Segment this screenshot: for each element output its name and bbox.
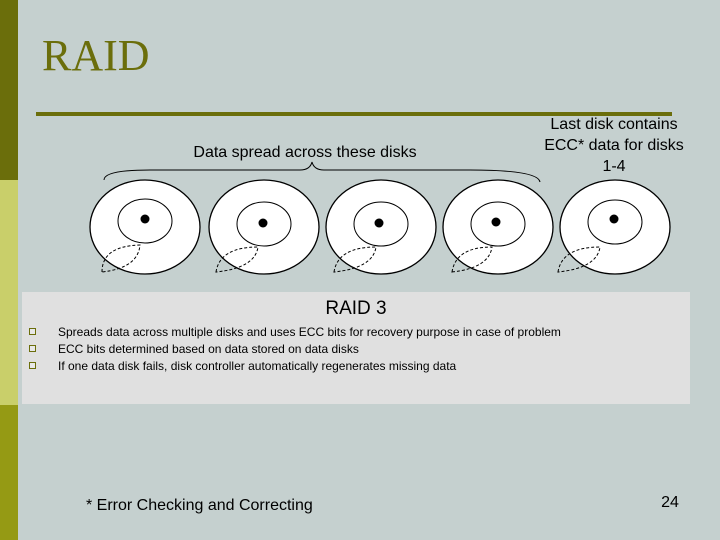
disk-spindle bbox=[259, 219, 268, 228]
spread-brace bbox=[104, 162, 540, 182]
raid3-heading: RAID 3 bbox=[325, 298, 387, 319]
disk-platter bbox=[560, 180, 670, 274]
disk-spindle bbox=[610, 215, 619, 224]
square-bullet-icon bbox=[29, 328, 36, 335]
raid3-panel bbox=[22, 292, 690, 404]
left-accent-bar-bottom bbox=[0, 405, 18, 540]
disk-spindle bbox=[141, 215, 150, 224]
page-number: 24 bbox=[661, 494, 679, 511]
square-bullet-icon bbox=[29, 362, 36, 369]
bullet-text: If one data disk fails, disk controller automatically regenerates missing data bbox=[58, 359, 457, 373]
list-item bbox=[22, 358, 690, 375]
disk-3 bbox=[326, 180, 436, 274]
last-disk-label: Last disk contains ECC* data for disks 1-4 bbox=[544, 116, 684, 175]
bullet-text: Spreads data across multiple disks and uses ECC bits for recovery purpose in case of problem bbox=[58, 325, 561, 339]
disk-2 bbox=[209, 180, 319, 274]
footnote: * Error Checking and Correcting bbox=[86, 497, 313, 514]
square-bullet-icon bbox=[29, 345, 36, 352]
list-item bbox=[22, 341, 690, 358]
raid3-bullet-list bbox=[22, 324, 690, 375]
disk-platter bbox=[90, 180, 200, 274]
bullet-text: ECC bits determined based on data stored on data disks bbox=[58, 342, 359, 356]
disk-platter bbox=[443, 180, 553, 274]
disk-4 bbox=[443, 180, 553, 274]
list-item bbox=[22, 324, 690, 341]
spread-label: Data spread across these disks bbox=[193, 144, 417, 161]
disk-1 bbox=[90, 180, 200, 274]
disk-5-ecc bbox=[558, 180, 670, 274]
slide-title: RAID bbox=[42, 31, 150, 80]
disk-spindle bbox=[375, 219, 384, 228]
disk-spindle bbox=[492, 218, 501, 227]
